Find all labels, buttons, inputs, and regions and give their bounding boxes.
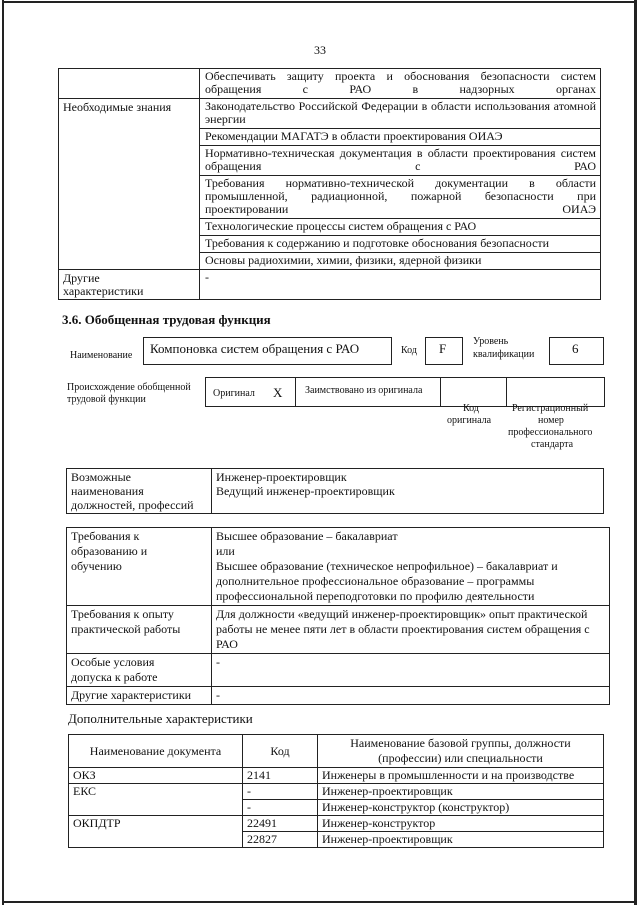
other-characteristics-label: Другие характеристики <box>67 687 212 705</box>
education-line: Высшее образование – бакалавриат <box>216 529 398 543</box>
table-row <box>67 606 610 654</box>
table-row <box>69 816 604 832</box>
experience-label-line2: практической работы <box>71 622 181 636</box>
code-original-label-line1: Код <box>463 403 479 414</box>
other-characteristics-value: - <box>212 687 610 705</box>
education-line: Высшее образование (техническое непрофильное) – бакалавриат и дополнительное профессиональное образование – программы профессиональной переподготовки по профилю деятельности <box>216 559 558 603</box>
origin-divider-2 <box>440 377 441 406</box>
empty-label-cell <box>59 129 200 146</box>
education-line: или <box>216 544 235 558</box>
table-row <box>59 219 601 236</box>
origin-divider-3 <box>506 377 507 406</box>
empty-label-cell <box>59 253 200 270</box>
skill-cell: Обеспечивать защиту проекта и обоснования безопасности систем обращения с РАО в надзорных органах <box>200 69 601 99</box>
table-row <box>67 654 610 687</box>
table-row <box>69 768 604 784</box>
knowledge-item: Основы радиохимии, химии, физики, ядерной физики <box>200 253 601 270</box>
special-label-line1: Особые условия <box>71 655 155 669</box>
code-cell: - <box>243 784 318 800</box>
code-cell: - <box>243 800 318 816</box>
knowledge-item: Рекомендации МАГАТЭ в области проектирования ОИАЭ <box>200 129 601 146</box>
table-row <box>59 253 601 270</box>
page-border-bottom <box>2 901 637 903</box>
borrowed-label: Заимствовано из оригинала <box>305 385 423 396</box>
positions-label-line3: должностей, профессий <box>71 498 194 512</box>
name-cell: Инженер-конструктор (конструктор) <box>318 800 604 816</box>
position-item: Ведущий инженер-проектировщик <box>216 484 395 498</box>
positions-label-line1: Возможные <box>71 470 131 484</box>
education-label <box>67 528 212 606</box>
knowledge-item: Нормативно-техническая документация в области проектирования систем обращения с РАО <box>200 146 601 176</box>
name-cell: Инженер-проектировщик <box>318 784 604 800</box>
reg-number-label-line4: стандарта <box>531 439 574 450</box>
name-cell: Инженер-проектировщик <box>318 832 604 848</box>
page-border-right <box>634 0 637 905</box>
positions-label-line2: наименования <box>71 484 144 498</box>
header-doc: Наименование документа <box>69 735 243 768</box>
name-label: Наименование <box>70 350 133 361</box>
special-conditions-value: - <box>212 654 610 687</box>
position-item: Инженер-проектировщик <box>216 470 347 484</box>
table-row <box>59 129 601 146</box>
experience-label-line1: Требования к опыту <box>71 607 174 621</box>
knowledge-item: Технологические процессы систем обращения с РАО <box>200 219 601 236</box>
table-row <box>67 469 604 514</box>
special-label-line2: допуска к работе <box>71 670 158 684</box>
additional-characteristics-table <box>68 734 604 848</box>
header-name: Наименование базовой группы, должности (профессии) или специальности <box>318 735 604 768</box>
knowledge-label: Необходимые знания <box>59 99 200 129</box>
reg-number-label-line3: профессионального <box>508 427 593 438</box>
empty-label-cell <box>59 236 200 253</box>
level-label-line2: квалификации <box>473 349 535 360</box>
original-label: Оригинал <box>213 388 255 399</box>
additional-characteristics-title: Дополнительные характеристики <box>68 711 253 726</box>
table-row <box>59 69 601 99</box>
code-original-label-line2: оригинала <box>447 415 492 426</box>
code-cell: 22491 <box>243 816 318 832</box>
education-value <box>212 528 610 606</box>
special-conditions-label <box>67 654 212 687</box>
name-value: Компоновка систем обращения с РАО <box>150 341 360 356</box>
level-label-line1: Уровень <box>473 336 509 347</box>
positions-values <box>212 469 604 514</box>
table-row <box>67 528 610 606</box>
name-cell: Инженер-конструктор <box>318 816 604 832</box>
requirements-table <box>66 527 610 705</box>
experience-label <box>67 606 212 654</box>
reg-number-label-line1: Регистрационный <box>512 403 589 414</box>
empty-label-cell <box>59 69 200 99</box>
education-label-line1: Требования к <box>71 529 140 543</box>
other-label-line1: Другие <box>63 271 100 285</box>
education-label-line2: образованию и <box>71 544 148 558</box>
origin-label-line2: трудовой функции <box>67 394 146 405</box>
table-row <box>69 784 604 800</box>
knowledge-item: Законодательство Российской Федерации в области использования атомной энергии <box>200 99 601 129</box>
positions-table <box>66 468 604 514</box>
doc-cell: ОКЗ <box>69 768 243 784</box>
page-border-left <box>2 0 4 905</box>
origin-label-line1: Происхождение обобщенной <box>67 382 191 393</box>
knowledge-item: Требования к содержанию и подготовке обоснования безопасности <box>200 236 601 253</box>
table-row <box>59 146 601 176</box>
page-border-top <box>2 1 637 3</box>
experience-value: Для должности «ведущий инженер-проектировщик» опыт практической работы не менее пяти лет в области проектирования систем обращения с РАО <box>212 606 610 654</box>
empty-label-cell <box>59 146 200 176</box>
original-mark: X <box>273 385 283 400</box>
table-row <box>67 687 610 705</box>
code-label: Код <box>401 345 417 356</box>
code-value: F <box>439 341 447 356</box>
other-label-line2: характеристики <box>63 284 144 298</box>
code-cell: 22827 <box>243 832 318 848</box>
table-header-row <box>69 735 604 768</box>
header-code: Код <box>243 735 318 768</box>
table-row <box>59 176 601 219</box>
page-number: 33 <box>314 43 326 57</box>
reg-number-label-line2: номер <box>538 415 564 426</box>
empty-label-cell <box>59 176 200 219</box>
doc-cell: ЕКС <box>69 784 243 816</box>
code-cell: 2141 <box>243 768 318 784</box>
positions-label <box>67 469 212 514</box>
other-characteristics-value: - <box>200 270 601 300</box>
table-row <box>59 270 601 300</box>
empty-label-cell <box>59 219 200 236</box>
name-cell: Инженеры в промышленности и на производстве <box>318 768 604 784</box>
section-title: 3.6. Обобщенная трудовая функция <box>62 312 271 327</box>
education-label-line3: обучению <box>71 559 122 573</box>
knowledge-item: Требования нормативно-технической документации в области промышленной, радиационной, пожарной безопасности при проектировании ОИАЭ <box>200 176 601 219</box>
other-characteristics-label <box>59 270 200 300</box>
knowledge-table <box>58 68 601 300</box>
level-value: 6 <box>572 341 579 356</box>
table-row <box>59 99 601 129</box>
origin-divider-1 <box>295 377 296 406</box>
table-row <box>59 236 601 253</box>
doc-cell: ОКПДТР <box>69 816 243 848</box>
